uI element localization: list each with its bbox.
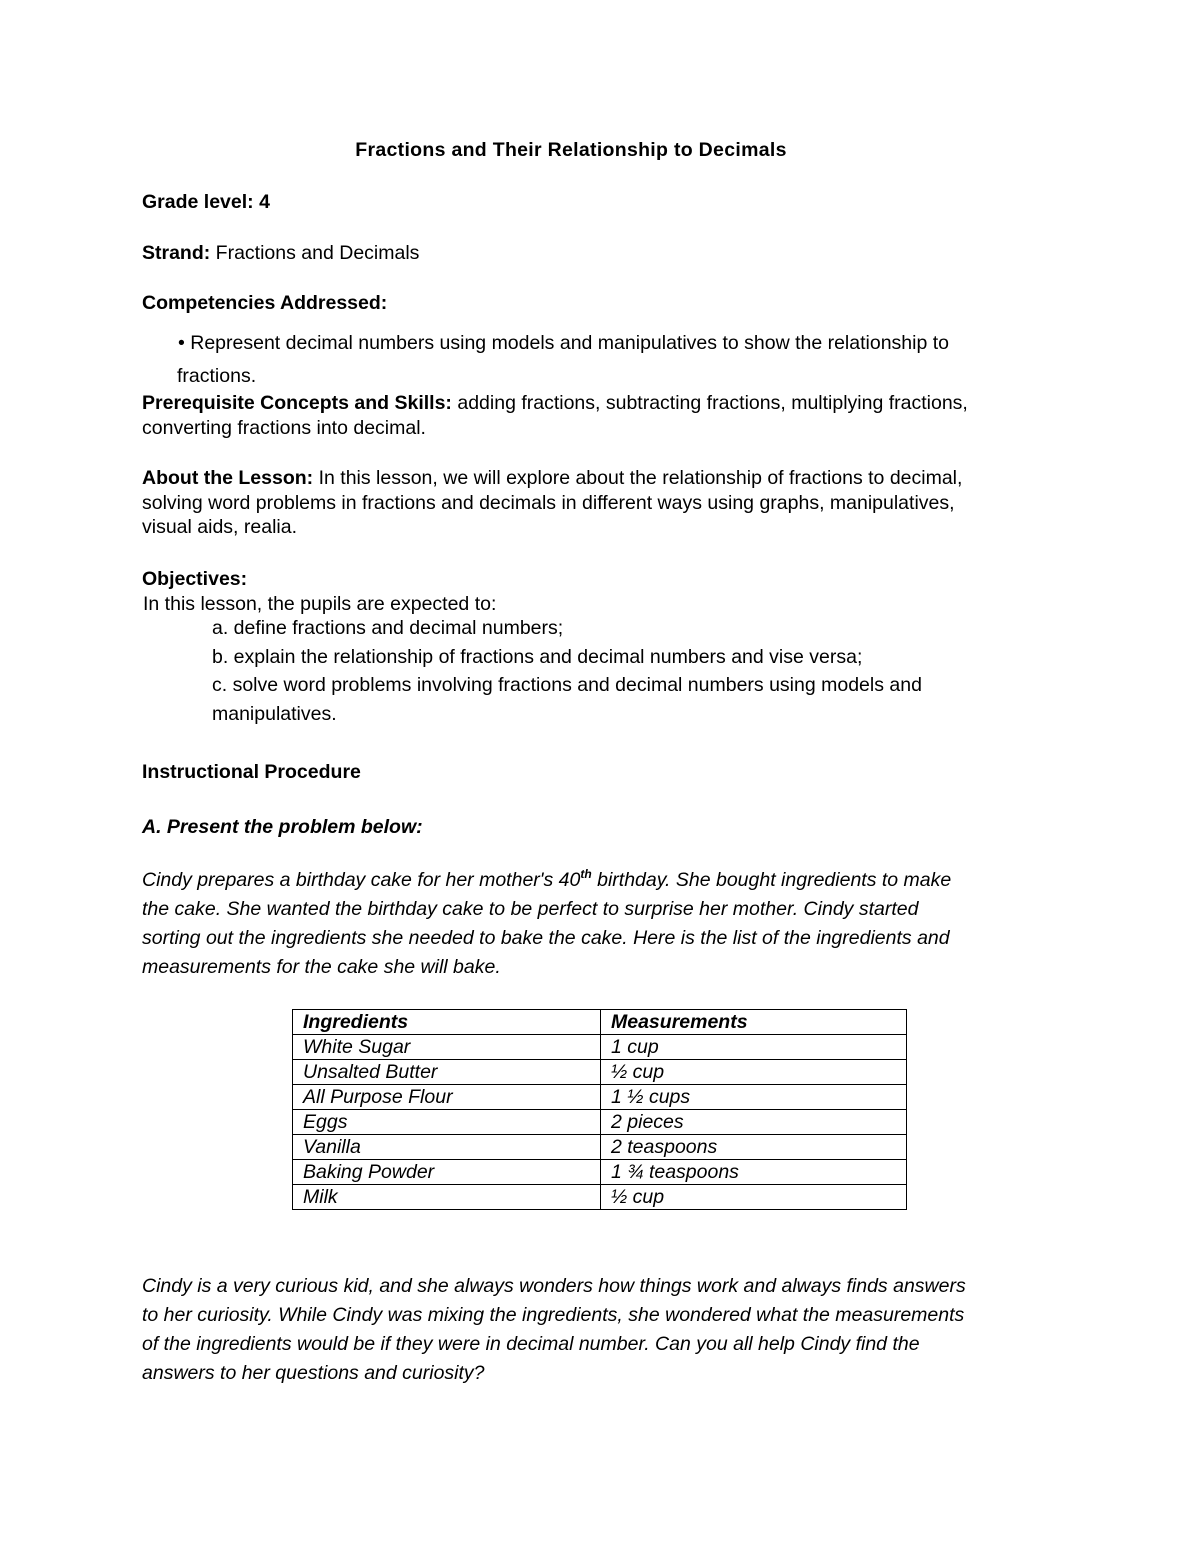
measurement-cell: ½ cup <box>601 1060 907 1085</box>
bullet-icon: • <box>178 332 185 354</box>
procedure-heading: Instructional Procedure <box>142 761 361 783</box>
ingredient-cell: White Sugar <box>293 1035 601 1060</box>
column-header: Measurements <box>601 1010 907 1035</box>
table-row <box>293 1110 907 1135</box>
ingredient-cell: Milk <box>293 1185 601 1210</box>
story2-line-4: answers to her questions and curiosity? <box>142 1362 485 1384</box>
story-paragraph-2 <box>142 1272 1072 1388</box>
ingredient-cell: Vanilla <box>293 1135 601 1160</box>
ingredients-table <box>292 1009 907 1210</box>
competency-text-continued: fractions. <box>177 365 257 387</box>
table-row <box>293 1085 907 1110</box>
column-header: Ingredients <box>293 1010 601 1035</box>
prerequisite-text-2: converting fractions into decimal. <box>142 416 426 439</box>
table-row <box>293 1160 907 1185</box>
measurement-cell: ½ cup <box>601 1185 907 1210</box>
competencies-label: Competencies Addressed: <box>142 292 388 314</box>
story1-line-3: sorting out the ingredients she needed to bake the cake. Here is the list of the ingredients and <box>142 927 950 949</box>
prerequisite-paragraph <box>142 391 1072 440</box>
about-text-3: visual aids, realia. <box>142 516 297 538</box>
story1-text-before: Cindy prepares a birthday cake for her mother's 40 <box>142 869 581 891</box>
ingredient-cell: All Purpose Flour <box>293 1085 601 1110</box>
about-label: About the Lesson: <box>142 467 314 489</box>
objective-item-c-continued: manipulatives. <box>212 703 337 725</box>
prerequisite-text-1: adding fractions, subtracting fractions, multiplying fractions, <box>457 392 968 414</box>
competency-item <box>178 332 949 355</box>
prerequisite-label: Prerequisite Concepts and Skills: <box>142 392 452 414</box>
objectives-label: Objectives: <box>142 568 248 590</box>
story2-line-1: Cindy is a very curious kid, and she always wonders how things work and always finds answers <box>142 1275 966 1297</box>
table-row <box>293 1060 907 1085</box>
measurement-cell: 2 pieces <box>601 1110 907 1135</box>
measurement-cell: 2 teaspoons <box>601 1135 907 1160</box>
about-text-2: solving word problems in fractions and decimals in different ways using graphs, manipulatives, <box>142 491 955 514</box>
table-header-row <box>293 1010 907 1035</box>
table-row <box>293 1035 907 1060</box>
ingredient-cell: Eggs <box>293 1110 601 1135</box>
grade-level-value: 4 <box>259 191 270 213</box>
section-a-heading: A. Present the problem below: <box>142 816 423 838</box>
strand-label: Strand: <box>142 242 211 264</box>
about-paragraph <box>142 466 1072 540</box>
competency-text: Represent decimal numbers using models and manipulatives to show the relationship to <box>190 332 949 354</box>
ingredient-cell: Baking Powder <box>293 1160 601 1185</box>
table-row <box>293 1135 907 1160</box>
story1-line-4: measurements for the cake she will bake. <box>142 956 501 978</box>
measurement-cell: 1 ½ cups <box>601 1085 907 1110</box>
story1-text-after: birthday. She bought ingredients to make <box>591 869 952 891</box>
objective-item-b: b. explain the relationship of fractions and decimal numbers and vise versa; <box>212 646 863 668</box>
measurement-cell: 1 ¾ teaspoons <box>601 1160 907 1185</box>
story2-line-2: to her curiosity. While Cindy was mixing the ingredients, she wondered what the measurements <box>142 1304 965 1326</box>
objectives-intro: In this lesson, the pupils are expected to: <box>143 593 497 615</box>
table-row <box>293 1185 907 1210</box>
grade-level-label: Grade level: <box>142 191 254 213</box>
story1-line-2: the cake. She wanted the birthday cake to be perfect to surprise her mother. Cindy started <box>142 898 919 920</box>
ordinal-suffix: th <box>580 867 592 881</box>
grade-level-line <box>142 191 270 214</box>
document-title: Fractions and Their Relationship to Decimals <box>355 139 787 161</box>
measurement-cell: 1 cup <box>601 1035 907 1060</box>
about-text-1: In this lesson, we will explore about the relationship of fractions to decimal, <box>318 467 963 489</box>
objective-item-a: a. define fractions and decimal numbers; <box>212 617 564 639</box>
story-paragraph-1 <box>142 866 1072 982</box>
strand-value: Fractions and Decimals <box>215 242 420 264</box>
ingredient-cell: Unsalted Butter <box>293 1060 601 1085</box>
strand-line <box>142 242 419 265</box>
objective-item-c: c. solve word problems involving fractions and decimal numbers using models and <box>212 674 922 696</box>
story2-line-3: of the ingredients would be if they were in decimal number. Can you all help Cindy find the <box>142 1333 920 1355</box>
